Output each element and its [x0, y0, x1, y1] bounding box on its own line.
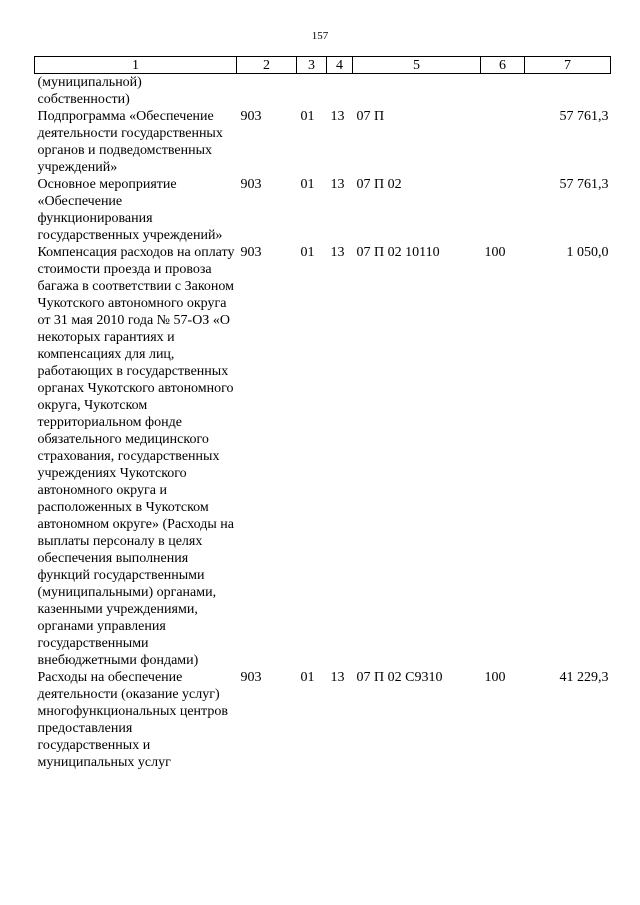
row-sum: 57 761,3 — [559, 177, 609, 192]
row-pr: 13 — [330, 109, 345, 124]
row-vr — [481, 74, 525, 109]
page-number: 157 — [311, 30, 329, 42]
row-sum: 41 229,3 — [559, 670, 609, 685]
header-col-3: 3 — [297, 57, 327, 74]
row-name: Расходы на обеспечение деятельности (оказание услуг) многофункциональных центров предоставления государственных и муниципальных услуг — [37, 670, 228, 770]
row-pr: 13 — [330, 177, 345, 192]
row-csr: 07 П — [356, 109, 385, 124]
table-row — [35, 108, 611, 176]
row-vr: 100 — [484, 670, 506, 685]
header-col-4: 4 — [327, 57, 353, 74]
row-gr: 903 — [240, 670, 262, 685]
row-vr — [481, 176, 525, 244]
budget-table — [34, 56, 611, 771]
table-row — [35, 176, 611, 244]
row-pr — [327, 74, 353, 109]
row-gr: 903 — [240, 245, 262, 260]
row-csr: 07 П 02 10110 — [356, 245, 440, 260]
header-col-1: 1 — [35, 57, 237, 74]
row-gr: 903 — [240, 109, 262, 124]
header-col-5: 5 — [353, 57, 481, 74]
header-col-7: 7 — [525, 57, 611, 74]
row-pr: 13 — [330, 245, 345, 260]
row-gr — [237, 74, 297, 109]
row-rz: 01 — [300, 670, 315, 685]
header-col-2: 2 — [237, 57, 297, 74]
header-row — [35, 57, 611, 74]
table-row — [35, 669, 611, 771]
row-sum — [525, 74, 611, 109]
row-csr — [353, 74, 481, 109]
row-csr: 07 П 02 С9310 — [356, 670, 443, 685]
row-sum: 57 761,3 — [559, 109, 609, 124]
row-vr — [481, 108, 525, 176]
row-name: (муниципальной) собственности) — [37, 75, 142, 107]
row-rz: 01 — [300, 245, 315, 260]
table-row — [35, 244, 611, 669]
row-sum: 1 050,0 — [566, 245, 609, 260]
row-gr: 903 — [240, 177, 262, 192]
row-vr: 100 — [484, 245, 506, 260]
table-row — [35, 74, 611, 109]
row-rz: 01 — [300, 177, 315, 192]
row-name: Компенсация расходов на оплату стоимости проезда и провоза багажа в соответствии с Законом Чукотского автономного округа от 31 мая 2010 года № 57-ОЗ «О некоторых гарантиях и компенсациях для лиц, работающих в государственных органах Чукотского автономного округа, Чукотском территориальном фонде обязательного медицинского страхования, государственных учреждениях Чукотского автономного округа и расположенных в Чукотском автономном округе» (Расходы на выплаты персоналу в целях обеспечения выполнения функций государственными (муниципальными) органами, казенными учреждениями, органами управления государственными внебюджетными фондами) — [37, 245, 235, 668]
row-name: Основное мероприятие «Обеспечение функционирования государственных учреждений» — [37, 177, 223, 243]
row-name: Подпрограмма «Обеспечение деятельности государственных органов и подведомственных учреждений» — [37, 109, 223, 175]
header-col-6: 6 — [481, 57, 525, 74]
row-csr: 07 П 02 — [356, 177, 402, 192]
row-rz — [297, 74, 327, 109]
row-rz: 01 — [300, 109, 315, 124]
row-pr: 13 — [330, 670, 345, 685]
